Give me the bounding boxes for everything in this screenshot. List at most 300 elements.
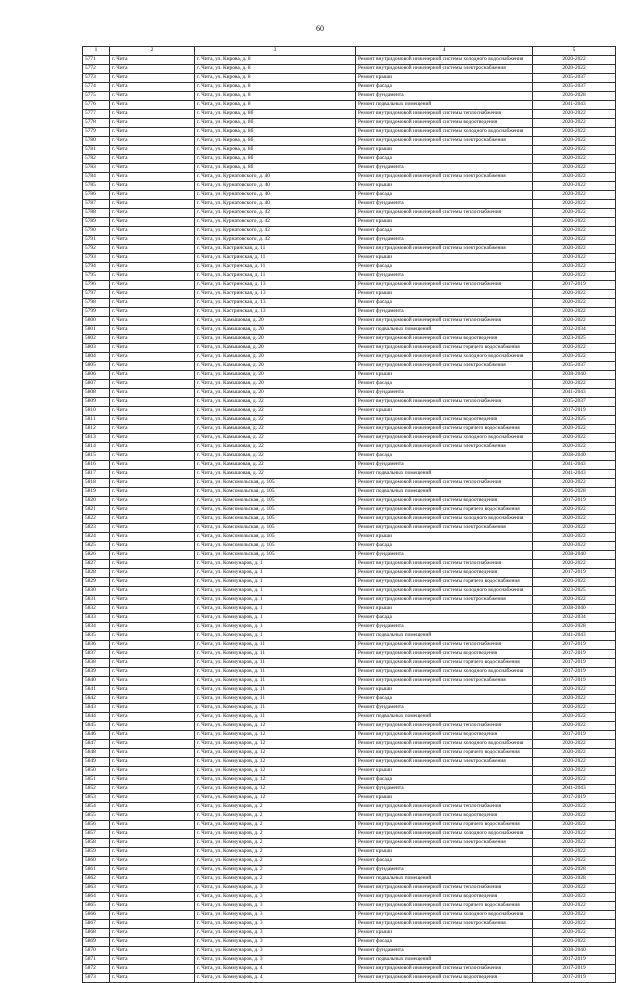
row-period: 2020-2022	[533, 704, 616, 713]
table-row	[83, 965, 616, 974]
row-number: 5854	[83, 803, 110, 812]
table-row	[83, 362, 616, 371]
row-address: г. Чита, ул. Камышовая, д. 20	[195, 371, 356, 380]
row-address: г. Чита, ул. Курнатовского, д. 42	[195, 218, 356, 227]
row-municipality: г. Чита	[110, 335, 195, 344]
row-address: г. Чита, ул. Коммунаров, д. 3	[195, 884, 356, 893]
row-period: 2020-2022	[533, 182, 616, 191]
row-municipality: г. Чита	[110, 884, 195, 893]
row-work-type: Ремонт внутридомовой инженерной системы горячего водоснабжения	[356, 344, 533, 353]
row-number: 5816	[83, 461, 110, 470]
row-period: 2020-2022	[533, 65, 616, 74]
row-address: г. Чита, ул. Комсомольская, д. 105	[195, 497, 356, 506]
row-work-type: Ремонт фасада	[356, 380, 533, 389]
row-municipality: г. Чита	[110, 263, 195, 272]
row-municipality: г. Чита	[110, 929, 195, 938]
row-municipality: г. Чита	[110, 875, 195, 884]
row-work-type: Ремонт внутридомовой инженерной системы теплоснабжения	[356, 110, 533, 119]
row-municipality: г. Чита	[110, 902, 195, 911]
row-address: г. Чита, ул. Камышовая, д. 22	[195, 434, 356, 443]
row-address: г. Чита, ул. Кирова, д. 8б	[195, 146, 356, 155]
table-row	[83, 479, 616, 488]
row-number: 5785	[83, 182, 110, 191]
table-row	[83, 461, 616, 470]
row-address: г. Чита, ул. Курнатовского, д. 42	[195, 227, 356, 236]
row-address: г. Чита, ул. Комсомольская, д. 105	[195, 515, 356, 524]
row-address: г. Чита, ул. Курнатовского, д. 42	[195, 236, 356, 245]
table-row	[83, 812, 616, 821]
row-period: 2020-2022	[533, 596, 616, 605]
row-period: 2020-2022	[533, 263, 616, 272]
row-period: 2020-2022	[533, 317, 616, 326]
row-number: 5871	[83, 956, 110, 965]
row-municipality: г. Чита	[110, 182, 195, 191]
row-work-type: Ремонт внутридомовой инженерной системы электроснабжения	[356, 137, 533, 146]
row-number: 5792	[83, 245, 110, 254]
row-number: 5771	[83, 56, 110, 65]
row-work-type: Ремонт внутридомовой инженерной системы электроснабжения	[356, 65, 533, 74]
table-row	[83, 902, 616, 911]
row-number: 5787	[83, 200, 110, 209]
row-municipality: г. Чита	[110, 218, 195, 227]
row-address: г. Чита, ул. Камышовая, д. 22	[195, 443, 356, 452]
row-period: 2017-2019	[533, 569, 616, 578]
row-number: 5868	[83, 929, 110, 938]
row-municipality: г. Чита	[110, 245, 195, 254]
table-row	[83, 722, 616, 731]
table-row	[83, 443, 616, 452]
row-period: 2020-2022	[533, 803, 616, 812]
row-municipality: г. Чита	[110, 758, 195, 767]
row-work-type: Ремонт крыши	[356, 218, 533, 227]
row-municipality: г. Чита	[110, 425, 195, 434]
row-number: 5789	[83, 218, 110, 227]
row-address: г. Чита, ул. Коммунаров, д. 2	[195, 857, 356, 866]
row-number: 5825	[83, 542, 110, 551]
table-row	[83, 281, 616, 290]
table-row	[83, 425, 616, 434]
row-number: 5799	[83, 308, 110, 317]
table-row	[83, 155, 616, 164]
row-address: г. Чита, ул. Кастринская, д. 11	[195, 254, 356, 263]
row-address: г. Чита, ул. Коммунаров, д. 1	[195, 560, 356, 569]
row-municipality: г. Чита	[110, 965, 195, 974]
row-period: 2020-2022	[533, 200, 616, 209]
row-number: 5790	[83, 227, 110, 236]
row-period: 2020-2022	[533, 929, 616, 938]
row-work-type: Ремонт внутридомовой инженерной системы холодного водоснабжения	[356, 353, 533, 362]
row-address: г. Чита, ул. Кирова, д. 8	[195, 74, 356, 83]
row-address: г. Чита, ул. Камышовая, д. 20	[195, 335, 356, 344]
row-number: 5835	[83, 632, 110, 641]
row-period: 2017-2019	[533, 497, 616, 506]
table-row	[83, 920, 616, 929]
row-address: г. Чита, ул. Коммунаров, д. 12	[195, 740, 356, 749]
row-period: 2035-2037	[533, 74, 616, 83]
row-work-type: Ремонт крыши	[356, 929, 533, 938]
row-period: 2020-2022	[533, 821, 616, 830]
row-address: г. Чита, ул. Комсомольская, д. 105	[195, 479, 356, 488]
row-municipality: г. Чита	[110, 605, 195, 614]
row-municipality: г. Чита	[110, 191, 195, 200]
row-number: 5834	[83, 623, 110, 632]
row-municipality: г. Чита	[110, 740, 195, 749]
row-number: 5779	[83, 128, 110, 137]
row-period: 2020-2022	[533, 686, 616, 695]
row-municipality: г. Чита	[110, 119, 195, 128]
row-address: г. Чита, ул. Коммунаров, д. 1	[195, 605, 356, 614]
row-municipality: г. Чита	[110, 389, 195, 398]
row-municipality: г. Чита	[110, 686, 195, 695]
row-work-type: Ремонт фундамента	[356, 866, 533, 875]
row-period: 2038-2040	[533, 551, 616, 560]
row-period: 2020-2022	[533, 857, 616, 866]
row-number: 5833	[83, 614, 110, 623]
table-row	[83, 776, 616, 785]
row-work-type: Ремонт внутридомовой инженерной системы водоотведения	[356, 731, 533, 740]
table-row	[83, 704, 616, 713]
row-number: 5809	[83, 398, 110, 407]
table-row	[83, 317, 616, 326]
table-row	[83, 803, 616, 812]
row-period: 2017-2019	[533, 659, 616, 668]
row-number: 5852	[83, 785, 110, 794]
row-municipality: г. Чита	[110, 938, 195, 947]
row-municipality: г. Чита	[110, 830, 195, 839]
row-municipality: г. Чита	[110, 209, 195, 218]
table-row	[83, 758, 616, 767]
row-number: 5819	[83, 488, 110, 497]
row-number: 5807	[83, 380, 110, 389]
row-number: 5805	[83, 362, 110, 371]
row-municipality: г. Чита	[110, 173, 195, 182]
row-period: 2020-2022	[533, 722, 616, 731]
row-period: 2041-2043	[533, 785, 616, 794]
row-municipality: г. Чита	[110, 164, 195, 173]
table-row	[83, 254, 616, 263]
table-row	[83, 299, 616, 308]
row-municipality: г. Чита	[110, 281, 195, 290]
row-period: 2020-2022	[533, 515, 616, 524]
row-address: г. Чита, ул. Комсомольская, д. 105	[195, 506, 356, 515]
table-row	[83, 830, 616, 839]
table-row	[83, 74, 616, 83]
row-work-type: Ремонт внутридомовой инженерной системы холодного водоснабжения	[356, 740, 533, 749]
table-row	[83, 119, 616, 128]
row-work-type: Ремонт подвальных помещений	[356, 101, 533, 110]
row-address: г. Чита, ул. Кирова, д. 8б	[195, 137, 356, 146]
row-period: 2020-2022	[533, 542, 616, 551]
row-address: г. Чита, ул. Камышовая, д. 22	[195, 425, 356, 434]
table-row	[83, 524, 616, 533]
row-address: г. Чита, ул. Коммунаров, д. 2	[195, 866, 356, 875]
table-row	[83, 614, 616, 623]
row-work-type: Ремонт фундамента	[356, 236, 533, 245]
row-municipality: г. Чита	[110, 659, 195, 668]
column-header-period: 5	[533, 47, 616, 56]
row-municipality: г. Чита	[110, 83, 195, 92]
row-address: г. Чита, ул. Коммунаров, д. 3	[195, 893, 356, 902]
table-row	[83, 938, 616, 947]
row-address: г. Чита, ул. Коммунаров, д. 1	[195, 587, 356, 596]
column-header-number: 1	[83, 47, 110, 56]
table-row	[83, 353, 616, 362]
row-number: 5862	[83, 875, 110, 884]
table-row	[83, 497, 616, 506]
row-period: 2026-2028	[533, 875, 616, 884]
row-work-type: Ремонт фасада	[356, 695, 533, 704]
row-work-type: Ремонт крыши	[356, 371, 533, 380]
table-row	[83, 515, 616, 524]
row-address: г. Чита, ул. Камышовая, д. 20	[195, 362, 356, 371]
row-address: г. Чита, ул. Коммунаров, д. 11	[195, 713, 356, 722]
row-number: 5797	[83, 290, 110, 299]
row-municipality: г. Чита	[110, 344, 195, 353]
row-work-type: Ремонт фасада	[356, 776, 533, 785]
row-municipality: г. Чита	[110, 947, 195, 956]
row-address: г. Чита, ул. Коммунаров, д. 3	[195, 938, 356, 947]
page-number: 60	[316, 24, 324, 33]
row-number: 5851	[83, 776, 110, 785]
row-municipality: г. Чита	[110, 74, 195, 83]
row-number: 5844	[83, 713, 110, 722]
row-number: 5821	[83, 506, 110, 515]
row-period: 2020-2022	[533, 56, 616, 65]
row-number: 5815	[83, 452, 110, 461]
row-municipality: г. Чита	[110, 722, 195, 731]
row-number: 5818	[83, 479, 110, 488]
row-period: 2038-2040	[533, 947, 616, 956]
row-municipality: г. Чита	[110, 65, 195, 74]
row-number: 5783	[83, 164, 110, 173]
row-number: 5847	[83, 740, 110, 749]
row-municipality: г. Чита	[110, 848, 195, 857]
row-municipality: г. Чита	[110, 101, 195, 110]
row-work-type: Ремонт подвальных помещений	[356, 488, 533, 497]
row-number: 5810	[83, 407, 110, 416]
row-number: 5848	[83, 749, 110, 758]
row-number: 5800	[83, 317, 110, 326]
table-row	[83, 974, 616, 983]
row-municipality: г. Чита	[110, 200, 195, 209]
row-number: 5820	[83, 497, 110, 506]
row-municipality: г. Чита	[110, 668, 195, 677]
row-period: 2020-2022	[533, 884, 616, 893]
row-period: 2020-2022	[533, 848, 616, 857]
table-row	[83, 785, 616, 794]
row-address: г. Чита, ул. Коммунаров, д. 1	[195, 632, 356, 641]
row-work-type: Ремонт подвальных помещений	[356, 956, 533, 965]
row-address: г. Чита, ул. Коммунаров, д. 3	[195, 956, 356, 965]
row-period: 2020-2022	[533, 128, 616, 137]
table-row	[83, 434, 616, 443]
row-municipality: г. Чита	[110, 380, 195, 389]
table-row	[83, 596, 616, 605]
row-address: г. Чита, ул. Коммунаров, д. 11	[195, 686, 356, 695]
table-row	[83, 416, 616, 425]
row-municipality: г. Чита	[110, 236, 195, 245]
row-address: г. Чита, ул. Коммунаров, д. 2	[195, 821, 356, 830]
table-row	[83, 695, 616, 704]
row-number: 5784	[83, 173, 110, 182]
row-work-type: Ремонт внутридомовой инженерной системы теплоснабжения	[356, 641, 533, 650]
table-row	[83, 128, 616, 137]
table-row	[83, 182, 616, 191]
row-number: 5812	[83, 425, 110, 434]
row-period: 2020-2022	[533, 236, 616, 245]
row-address: г. Чита, ул. Кастринская, д. 11	[195, 263, 356, 272]
row-number: 5773	[83, 74, 110, 83]
row-number: 5831	[83, 596, 110, 605]
row-municipality: г. Чита	[110, 407, 195, 416]
row-number: 5824	[83, 533, 110, 542]
row-work-type: Ремонт внутридомовой инженерной системы холодного водоснабжения	[356, 830, 533, 839]
row-number: 5855	[83, 812, 110, 821]
row-work-type: Ремонт внутридомовой инженерной системы электроснабжения	[356, 362, 533, 371]
row-work-type: Ремонт внутридомовой инженерной системы водоотведения	[356, 650, 533, 659]
row-period: 2035-2037	[533, 83, 616, 92]
row-address: г. Чита, ул. Кирова, д. 8б	[195, 110, 356, 119]
row-number: 5849	[83, 758, 110, 767]
row-work-type: Ремонт внутридомовой инженерной системы теплоснабжения	[356, 398, 533, 407]
row-period: 2017-2019	[533, 677, 616, 686]
row-work-type: Ремонт крыши	[356, 794, 533, 803]
row-work-type: Ремонт фундамента	[356, 947, 533, 956]
row-number: 5845	[83, 722, 110, 731]
table-row	[83, 821, 616, 830]
table-row	[83, 506, 616, 515]
table-row	[83, 749, 616, 758]
column-header-municipality: 2	[110, 47, 195, 56]
row-period: 2020-2022	[533, 245, 616, 254]
row-period: 2020-2022	[533, 767, 616, 776]
table-row	[83, 605, 616, 614]
row-period: 2020-2022	[533, 290, 616, 299]
row-municipality: г. Чита	[110, 578, 195, 587]
row-municipality: г. Чита	[110, 731, 195, 740]
row-work-type: Ремонт внутридомовой инженерной системы горячего водоснабжения	[356, 749, 533, 758]
row-work-type: Ремонт внутридомовой инженерной системы холодного водоснабжения	[356, 56, 533, 65]
row-period: 2017-2019	[533, 281, 616, 290]
table-row	[83, 641, 616, 650]
row-work-type: Ремонт фундамента	[356, 272, 533, 281]
row-municipality: г. Чита	[110, 524, 195, 533]
row-number: 5846	[83, 731, 110, 740]
row-address: г. Чита, ул. Комсомольская, д. 105	[195, 542, 356, 551]
row-municipality: г. Чита	[110, 641, 195, 650]
row-address: г. Чита, ул. Кирова, д. 8	[195, 65, 356, 74]
row-address: г. Чита, ул. Кирова, д. 8	[195, 101, 356, 110]
row-address: г. Чита, ул. Коммунаров, д. 3	[195, 920, 356, 929]
row-period: 2023-2025	[533, 335, 616, 344]
row-work-type: Ремонт крыши	[356, 407, 533, 416]
row-work-type: Ремонт крыши	[356, 74, 533, 83]
row-address: г. Чита, ул. Коммунаров, д. 11	[195, 704, 356, 713]
repair-schedule-table	[82, 46, 616, 983]
row-work-type: Ремонт внутридомовой инженерной системы теплоснабжения	[356, 884, 533, 893]
row-work-type: Ремонт внутридомовой инженерной системы электроснабжения	[356, 839, 533, 848]
row-work-type: Ремонт внутридомовой инженерной системы теплоснабжения	[356, 965, 533, 974]
table-row	[83, 65, 616, 74]
table-row	[83, 569, 616, 578]
table-row	[83, 686, 616, 695]
row-address: г. Чита, ул. Кирова, д. 8б	[195, 155, 356, 164]
row-number: 5869	[83, 938, 110, 947]
row-address: г. Чита, ул. Кастринская, д. 11	[195, 272, 356, 281]
row-municipality: г. Чита	[110, 776, 195, 785]
row-work-type: Ремонт внутридомовой инженерной системы электроснабжения	[356, 245, 533, 254]
row-address: г. Чита, ул. Коммунаров, д. 3	[195, 911, 356, 920]
row-address: г. Чита, ул. Коммунаров, д. 12	[195, 749, 356, 758]
row-municipality: г. Чита	[110, 839, 195, 848]
row-work-type: Ремонт внутридомовой инженерной системы теплоснабжения	[356, 722, 533, 731]
row-work-type: Ремонт внутридомовой инженерной системы водоотведения	[356, 335, 533, 344]
row-period: 2020-2022	[533, 146, 616, 155]
row-number: 5786	[83, 191, 110, 200]
row-work-type: Ремонт фасада	[356, 614, 533, 623]
row-municipality: г. Чита	[110, 452, 195, 461]
row-municipality: г. Чита	[110, 767, 195, 776]
row-address: г. Чита, ул. Коммунаров, д. 11	[195, 695, 356, 704]
row-municipality: г. Чита	[110, 704, 195, 713]
row-municipality: г. Чита	[110, 470, 195, 479]
row-work-type: Ремонт внутридомовой инженерной системы электроснабжения	[356, 443, 533, 452]
row-work-type: Ремонт фундамента	[356, 551, 533, 560]
table-row	[83, 326, 616, 335]
table-row	[83, 101, 616, 110]
row-work-type: Ремонт фундамента	[356, 164, 533, 173]
row-period: 2020-2022	[533, 191, 616, 200]
row-address: г. Чита, ул. Кастринская, д. 13	[195, 308, 356, 317]
row-period: 2026-2028	[533, 623, 616, 632]
row-period: 2020-2022	[533, 443, 616, 452]
row-address: г. Чита, ул. Коммунаров, д. 12	[195, 758, 356, 767]
row-period: 2020-2022	[533, 506, 616, 515]
row-work-type: Ремонт внутридомовой инженерной системы горячего водоснабжения	[356, 902, 533, 911]
row-municipality: г. Чита	[110, 821, 195, 830]
table-row	[83, 947, 616, 956]
table-row	[83, 398, 616, 407]
table-row	[83, 578, 616, 587]
row-work-type: Ремонт внутридомовой инженерной системы электроснабжения	[356, 920, 533, 929]
table-row	[83, 560, 616, 569]
row-municipality: г. Чита	[110, 785, 195, 794]
row-work-type: Ремонт фундамента	[356, 92, 533, 101]
row-address: г. Чита, ул. Камышовая, д. 22	[195, 461, 356, 470]
row-number: 5836	[83, 641, 110, 650]
table-row	[83, 848, 616, 857]
row-period: 2017-2019	[533, 974, 616, 983]
row-period: 2017-2019	[533, 965, 616, 974]
table-row	[83, 137, 616, 146]
table-row	[83, 740, 616, 749]
row-number: 5826	[83, 551, 110, 560]
row-work-type: Ремонт внутридомовой инженерной системы холодного водоснабжения	[356, 668, 533, 677]
row-municipality: г. Чита	[110, 155, 195, 164]
row-work-type: Ремонт внутридомовой инженерной системы теплоснабжения	[356, 803, 533, 812]
row-number: 5864	[83, 893, 110, 902]
row-municipality: г. Чита	[110, 551, 195, 560]
row-address: г. Чита, ул. Камышовая, д. 20	[195, 344, 356, 353]
table-row	[83, 767, 616, 776]
row-address: г. Чита, ул. Коммунаров, д. 12	[195, 722, 356, 731]
row-address: г. Чита, ул. Кирова, д. 8б	[195, 119, 356, 128]
table-row	[83, 164, 616, 173]
row-number: 5811	[83, 416, 110, 425]
row-work-type: Ремонт внутридомовой инженерной системы электроснабжения	[356, 677, 533, 686]
row-period: 2023-2025	[533, 416, 616, 425]
row-work-type: Ремонт фасада	[356, 452, 533, 461]
